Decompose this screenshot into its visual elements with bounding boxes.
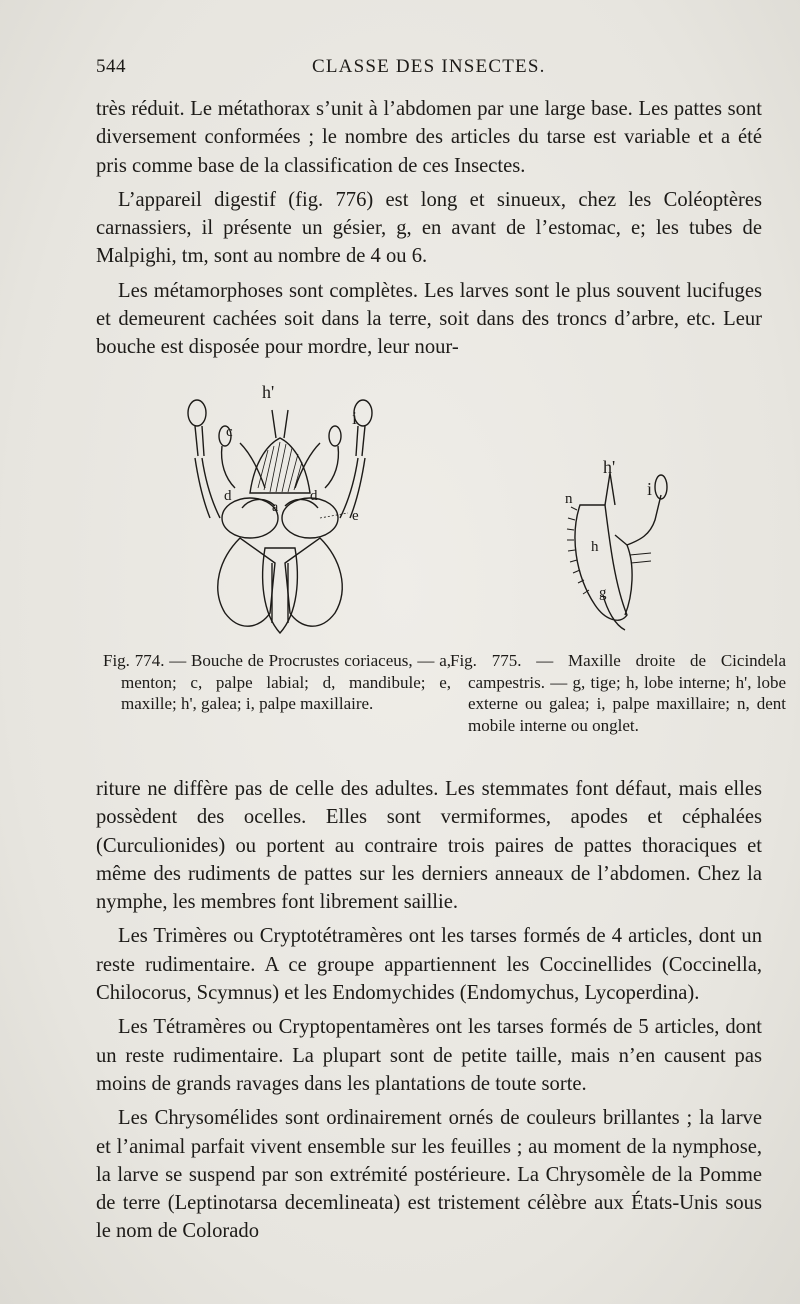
figure-label: c xyxy=(226,424,233,440)
figure-label: d xyxy=(224,488,232,504)
figure-label: i xyxy=(647,479,653,499)
figure-label: e xyxy=(352,508,359,524)
running-header xyxy=(96,56,760,86)
figure-774-illustration xyxy=(180,382,380,638)
figure-label: n xyxy=(565,491,573,507)
paragraph: Les Tétramères ou Cryptopentamères ont les tarses formés de 5 articles, dont un reste rudimentaire. La plupart sont de petite taille, mais n’en causent pas moins de grands ravages dans les plantations de toute sorte. xyxy=(96,1016,762,1095)
paragraph: Les métamorphoses sont complètes. Les larves sont le plus souvent lucifuges et demeurent cachées soit dans la terre, soit dans des troncs d’arbre, etc. Leur bouche est disposée pour mordre, leur nour- xyxy=(96,279,762,359)
paragraph: très réduit. Le métathorax s’unit à l’abdomen par une large base. Les pattes sont diversement conformées ; le nombre des articles du tarse est variable et a été pris comme base de la classification de ces Insectes. xyxy=(96,98,762,177)
figure-775-illustration xyxy=(555,457,675,635)
figure-label: a xyxy=(272,500,279,515)
figure-label: d xyxy=(310,488,318,504)
text-block-bottom xyxy=(96,775,762,1246)
paragraph: Les Trimères ou Cryptotétramères ont les tarses formés de 4 articles, dont un reste rudimentaire. A ce groupe appartiennent les Coccinellides (Coccinella, Chilocorus, Scymnus) et les Endomychides (Endomychus, Lycoperdina). xyxy=(96,925,762,1005)
figure-label: i xyxy=(352,408,358,428)
paragraph: riture ne diffère pas de celle des adultes. Les stemmates font défaut, mais elles possèdent des ocelles. Elles sont vermiformes, apodes et céphalées (Curculionides) ou portent au contraire trois paires de pattes thoraciques et même des rudiments de pattes sur les derniers anneaux de l’abdomen. Chez la nymphe, les membres font librement saillie. xyxy=(96,778,762,914)
figure-775-caption: Fig. 775. — Maxille droite de Cicindela campestris. — g, tige; h, lobe interne; h', lobe externe ou galea; i, palpe maxillaire; n, dent mobile interne ou onglet. xyxy=(450,651,786,735)
figure-label: g xyxy=(599,585,607,601)
figure-774-caption: Fig. 774. — Bouche de Procrustes coriaceus, — a, menton; c, palpe labial; d, mandibule; e, maxille; h', galea; i, palpe maxillaire. xyxy=(103,651,451,713)
page-number: 544 xyxy=(96,56,126,77)
text-block-top xyxy=(96,95,762,362)
paragraph: Les Chrysomélides sont ordinairement ornés de couleurs brillantes ; la larve et l’animal parfait vivent ensemble sur les feuilles ; au moment de la nymphose, la larve se suspend par son extrémité postérieure. La Chrysomèle de la Pomme de terre (Leptinotarsa decemlineata) est tristement célèbre aux États-Unis sous le nom de Colorado xyxy=(96,1107,762,1243)
figure-label: h' xyxy=(603,457,616,477)
figure-label: h' xyxy=(262,382,275,402)
figure-label: h xyxy=(591,539,599,555)
running-title: CLASSE DES INSECTES. xyxy=(312,56,546,77)
paragraph: L’appareil digestif (fig. 776) est long et sinueux, chez les Coléoptères carnassiers, il présente un gésier, g, en avant de l’estomac, e; les tubes de Malpighi, tm, sont au nombre de 4 ou 6. xyxy=(96,188,762,268)
